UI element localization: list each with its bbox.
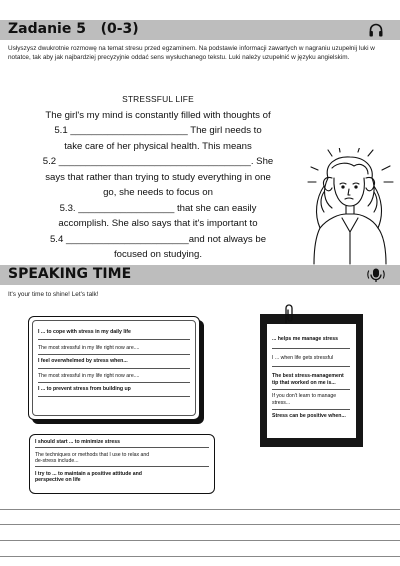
note-line: If you don't learn to manage (272, 393, 337, 399)
passage-line: 5.3. __________________ that she can easily (59, 202, 257, 214)
note-paper (267, 324, 356, 438)
speaking-intro: It's your time to shine! Let's talk! (8, 291, 99, 298)
note-line: stress... (272, 399, 291, 406)
passage-line: 5.1 ______________________ The girl needs to (54, 125, 262, 136)
passage-line: go, she needs to focus on (103, 187, 213, 198)
writing-line (0, 556, 400, 557)
prompt-line: I feel overwhelmed by stress when... (38, 358, 128, 364)
task-instruction: Usłyszysz dwukrotnie rozmowę na temat stresu przed egzaminem. Na podstawie informacji zawartych w nagraniu uzupełnij luki w notatce, tak aby jak najbardziej precyzyjnie oddać sens wysłuchanego tekstu. Luki należy uzupełnić w języku angielskim. (8, 45, 375, 61)
divider (272, 366, 350, 367)
prompt-line: perspective on life (35, 477, 81, 483)
speaking-header-bar (0, 265, 400, 285)
passage-line: accomplish. She also says that it's important to (58, 218, 258, 229)
divider (35, 447, 209, 448)
prompt-line: I should start ... to minimize stress (35, 439, 121, 445)
prompt-line: The most stressful in my life right now are.... (38, 373, 140, 379)
paperclip-icon (282, 303, 294, 325)
writing-line (0, 509, 400, 510)
passage-line: 5.4 _______________________and not always be (49, 233, 267, 245)
divider (272, 389, 350, 390)
stressed-girl-illustration (302, 148, 400, 266)
divider (38, 368, 190, 369)
note-line: Stress can be positive when... (272, 413, 346, 419)
prompt-line: de-stress include... (35, 458, 79, 464)
prompt-line: I ... to cope with stress in my daily life (38, 329, 131, 335)
headphones-icon (368, 22, 384, 38)
writing-line (0, 540, 400, 541)
divider (38, 354, 190, 355)
note-line: The best stress-management (272, 373, 344, 379)
passage-line: focused on studying. (113, 249, 202, 260)
passage (24, 92, 292, 263)
prompt-card-coping (28, 316, 200, 420)
divider (38, 382, 190, 383)
passage-line: says that rather than trying to study everything in one (45, 171, 271, 183)
note-line: tip that worked on me is... (272, 379, 336, 386)
passage-title: STRESSFUL LIFE (122, 94, 194, 104)
passage-line: The girl's my mind is constantly filled with thoughts of (45, 109, 271, 121)
divider (272, 348, 350, 349)
divider (272, 409, 350, 410)
speaking-title: SPEAKING TIME (8, 266, 132, 282)
passage-line: take care of her physical health. This means (64, 140, 252, 152)
prompt-line: The techniques or methods that I use to relax and (35, 452, 150, 458)
microphone-icon (366, 267, 386, 283)
writing-line (0, 524, 400, 525)
note-line: I ... when life gets stressful (272, 355, 334, 361)
divider (38, 396, 190, 397)
passage-line: 5.2 ____________________________________. She (42, 156, 274, 167)
prompt-line: The most stressful in my life right now are.... (38, 345, 140, 351)
task-title: Zadanie 5 (0-3) (8, 21, 139, 37)
prompt-card-relax (29, 434, 215, 494)
pinned-note (260, 314, 363, 447)
prompt-line: I ... to prevent stress from building up (38, 386, 131, 392)
task-header-bar (0, 20, 400, 40)
prompt-line: I try to ... to maintain a positive attitude and (35, 471, 142, 477)
note-line: ... helps me manage stress (272, 336, 339, 342)
divider (35, 466, 209, 467)
divider (38, 339, 190, 340)
